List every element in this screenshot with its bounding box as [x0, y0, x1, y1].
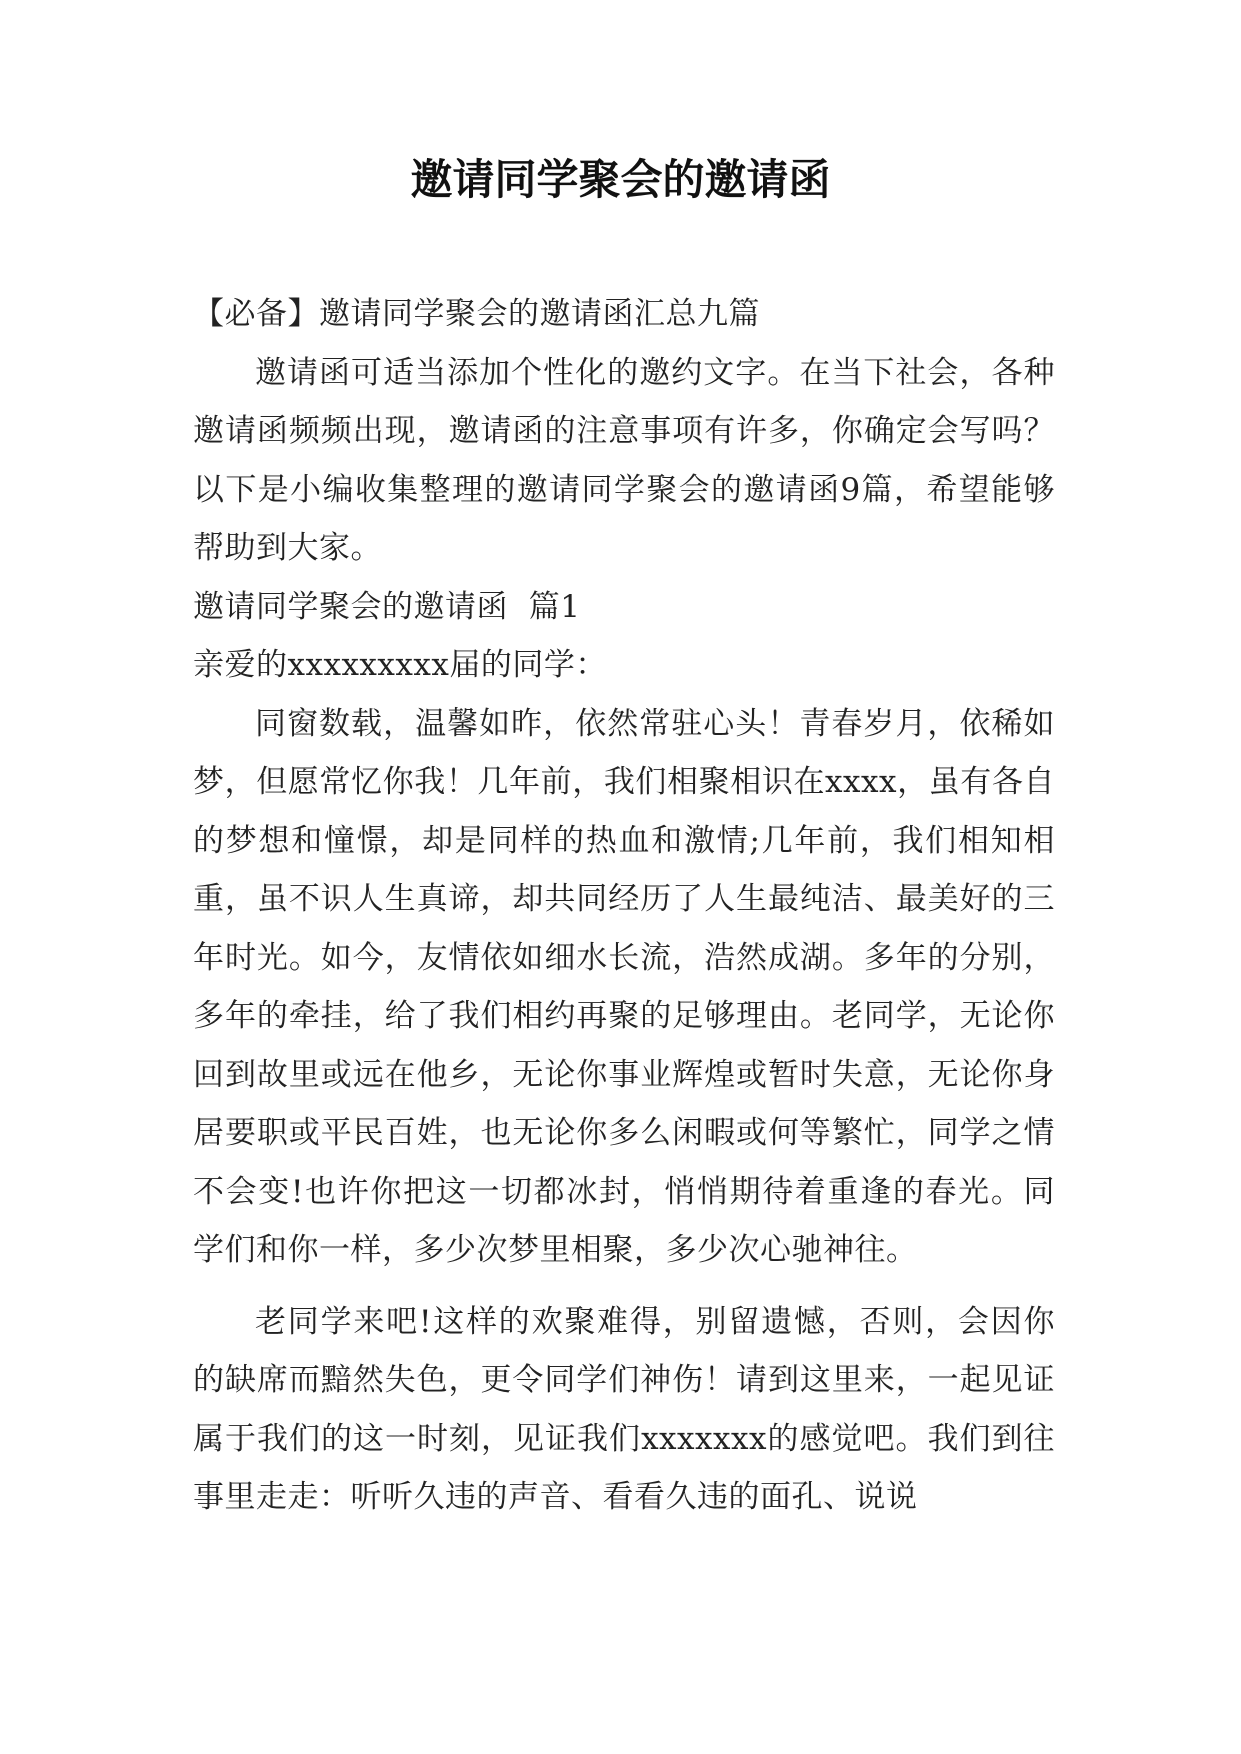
document-subtitle: 【必备】邀请同学聚会的邀请函汇总九篇 [193, 296, 760, 332]
intro-paragraph: 邀请函可适当添加个性化的邀约文字。在当下社会，各种邀请函频频出现，邀请函的注意事项有许多，你确定会写吗？以下是小编收集整理的邀请同学聚会的邀请函9篇，希望能够帮助到大家。 [193, 354, 1055, 566]
section-heading: 邀请同学聚会的邀请函 篇1 [193, 588, 581, 625]
document-body [193, 285, 1055, 1527]
body-paragraph-1: 同窗数载，温馨如昨，依然常驻心头！青春岁月，依稀如梦，但愿常忆你我！几年前，我们相聚相识在xxxx，虽有各自的梦想和憧憬，却是同样的热血和激情;几年前，我们相知相重，虽不识人生真谛，却共同经历了人生最纯洁、最美好的三年时光。如今，友情依如细水长流，浩然成湖。多年的分别，多年的牵挂，给了我们相约再聚的足够理由。老同学，无论你回到故里或远在他乡，无论你事业辉煌或暂时失意，无论你身居要职或平民百姓，也无论你多么闲暇或何等繁忙，同学之情不会变!也许你把这一切都冰封，悄悄期待着重逢的春光。同学们和你一样，多少次梦里相聚，多少次心驰神往。 [193, 705, 1055, 1268]
salutation: 亲爱的xxxxxxxxx届的同学： [193, 647, 607, 683]
body-paragraph-2: 老同学来吧!这样的欢聚难得，别留遗憾，否则，会因你的缺席而黯然失色，更令同学们神伤！请到这里来，一起见证属于我们的这一时刻，见证我们xxxxxxx的感觉吧。我们到往事里走走：听听久违的声音、看看久违的面孔、说说 [193, 1303, 1055, 1515]
document-title: 邀请同学聚会的邀请函 [410, 155, 831, 204]
